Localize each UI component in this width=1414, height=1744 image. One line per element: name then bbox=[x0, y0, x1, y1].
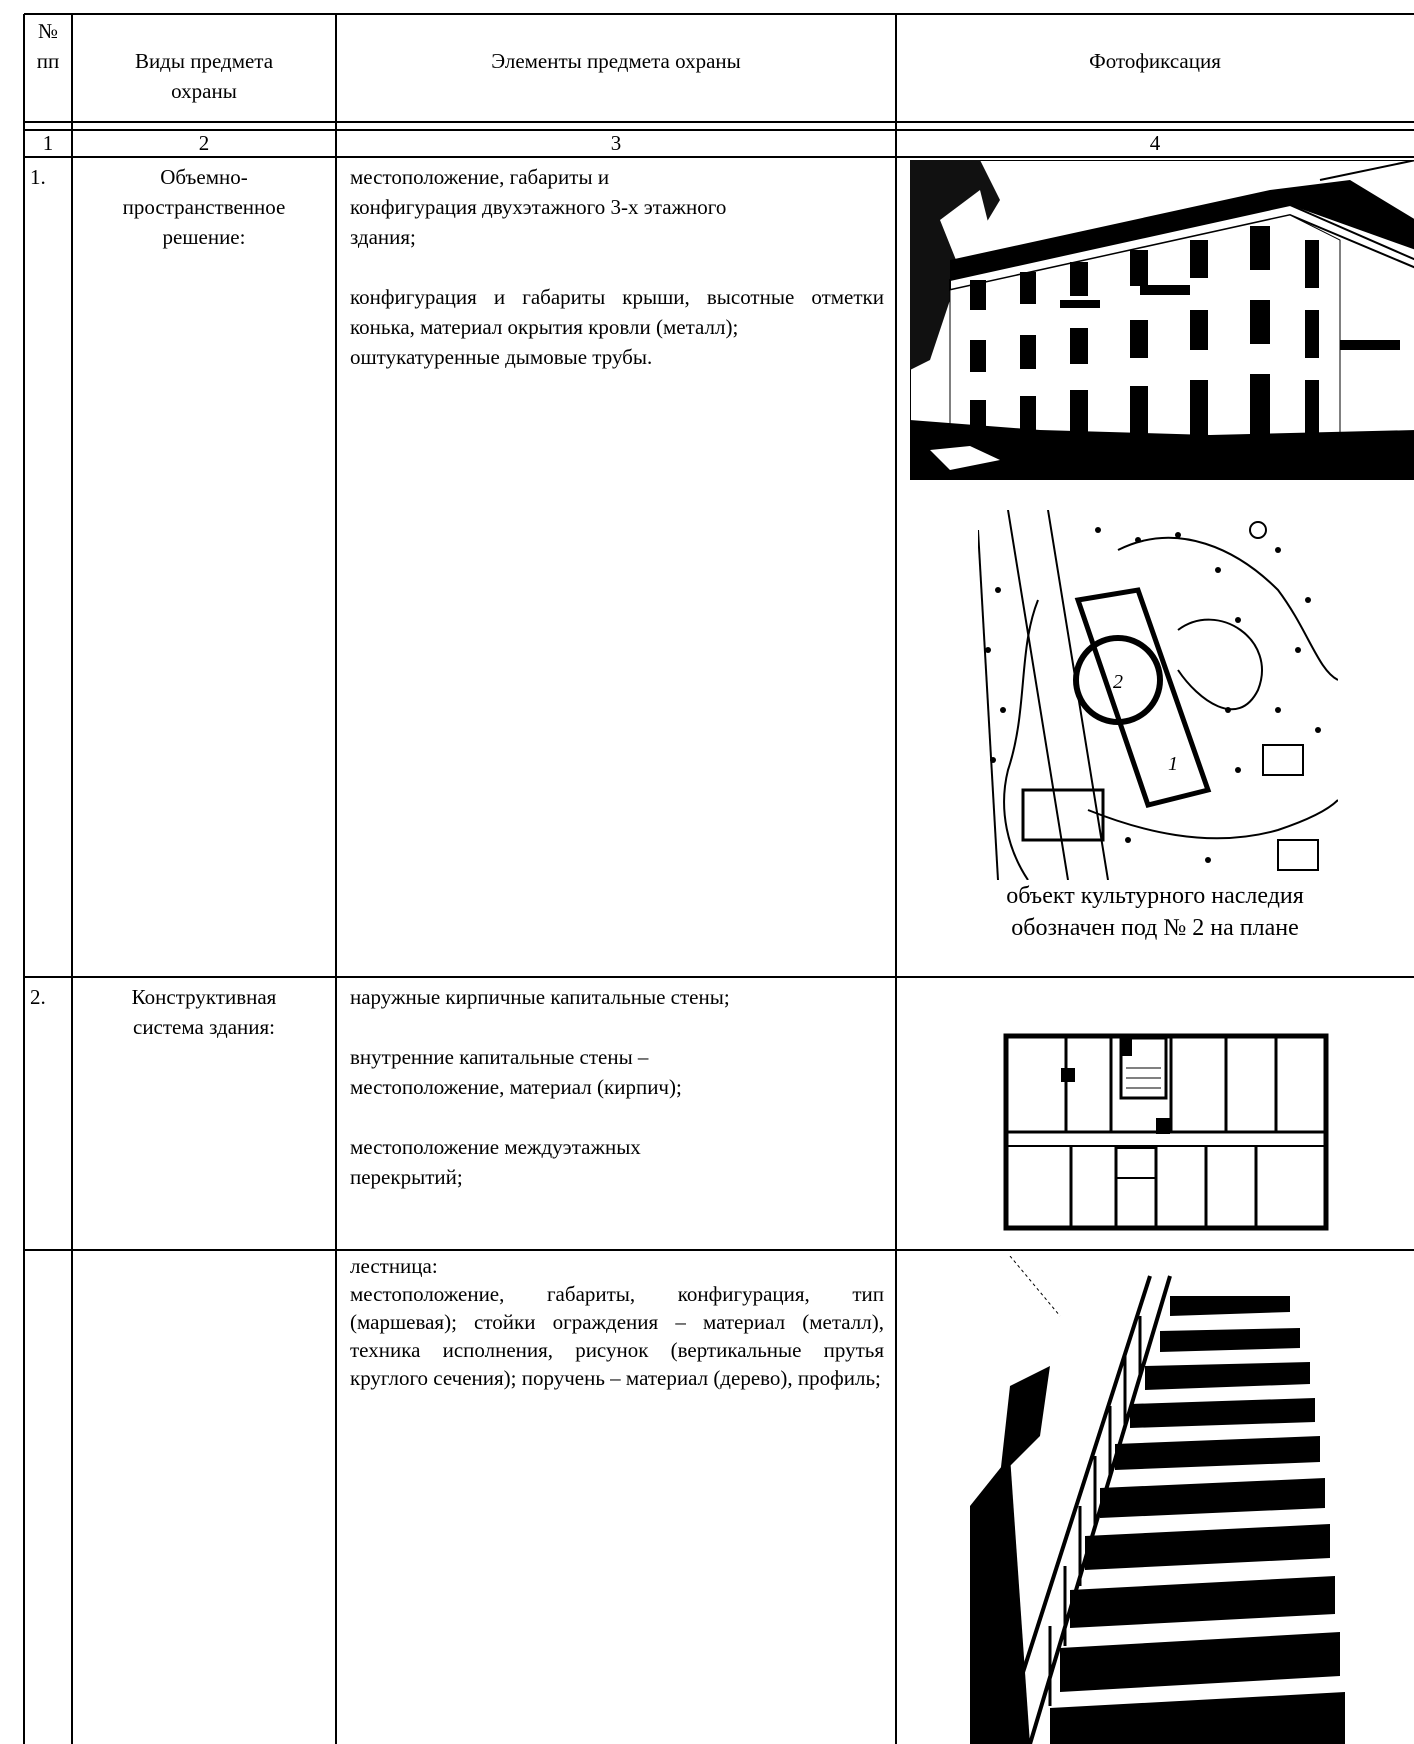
col-index-3: 3 bbox=[610, 131, 622, 155]
row-2-element-1: наружные кирпичные капитальные стены; bbox=[350, 985, 730, 1009]
col-index-4: 4 bbox=[1149, 131, 1161, 155]
row-3-elements bbox=[350, 1252, 884, 1392]
row-2-number: 2. bbox=[30, 985, 46, 1009]
row-3-element-1: лестница: местоположение, габариты, конфигурация, тип (маршевая); стойки ограждения – материал (металл), техника исполнения, рисунок (вертикальные прутья круглого сечения); поручень – материал (дерево), профиль; bbox=[350, 1254, 884, 1390]
site-plan-map bbox=[978, 510, 1338, 880]
plan-label-2: 2 bbox=[1113, 671, 1123, 693]
row-2-element-3: местоположение междуэтажных перекрытий; bbox=[350, 1135, 641, 1189]
col-index-1: 1 bbox=[42, 131, 54, 155]
plan-label-1: 1 bbox=[1168, 753, 1178, 775]
plan-caption: объект культурного наследия обозначен под № 2 на плане bbox=[1006, 883, 1304, 941]
row-2-elements bbox=[350, 982, 884, 1192]
row-1-elements bbox=[350, 162, 884, 372]
header-protection-elements-col: Элементы предмета охраны bbox=[491, 49, 741, 73]
row-1-number: 1. bbox=[30, 165, 46, 189]
col-index-2: 2 bbox=[198, 131, 210, 155]
row-1-element-1: местоположение, габариты и конфигурация двухэтажного 3-х этажного здания; bbox=[350, 165, 727, 249]
building-facade-photo bbox=[910, 160, 1414, 480]
header-photo-col: Фотофиксация bbox=[1089, 49, 1221, 73]
floor-plan-drawing bbox=[996, 1008, 1336, 1238]
row-2-element-2: внутренние капитальные стены – местоположение, материал (кирпич); bbox=[350, 1045, 682, 1099]
row-2-kind: Конструктивная система здания: bbox=[131, 985, 277, 1039]
row-1-kind: Объемно- пространственное решение: bbox=[122, 165, 286, 249]
header-number-col: № пп bbox=[36, 19, 60, 73]
header-protection-kind-col: Виды предмета охраны bbox=[134, 49, 274, 103]
staircase-photo bbox=[970, 1256, 1350, 1744]
row-1-element-2: конфигурация и габариты крыши, высотные отметки конька, материал окрытия кровли (металл); оштукатуренные дымовые трубы. bbox=[350, 285, 884, 369]
